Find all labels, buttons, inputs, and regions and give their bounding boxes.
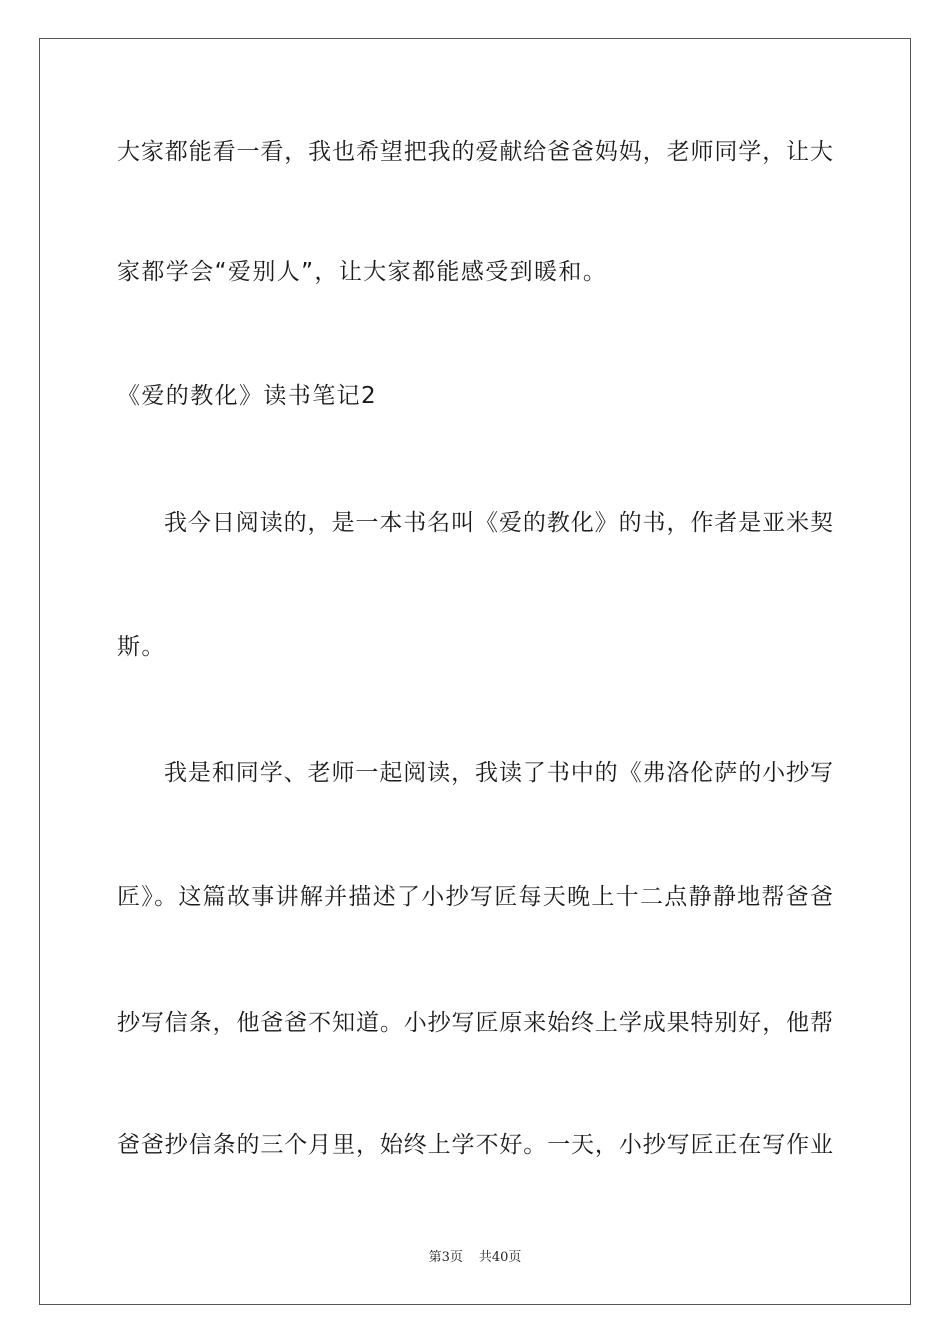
paragraph-line-6: 匠》。这篇故事讲解并描述了小抄写匠每天晚上十二点静静地帮爸爸 bbox=[117, 884, 833, 910]
paragraph-line-5: 我是和同学、老师一起阅读，我读了书中的《弗洛伦萨的小抄写 bbox=[164, 760, 833, 786]
page-footer bbox=[0, 1246, 950, 1265]
paragraph-line-1: 大家都能看一看，我也希望把我的爱献给爸爸妈妈，老师同学，让大 bbox=[117, 139, 833, 165]
paragraph-line-3: 我今日阅读的，是一本书名叫《爱的教化》的书，作者是亚米契 bbox=[164, 510, 833, 536]
page-total: 共40页 bbox=[478, 1250, 522, 1265]
paragraph-line-8: 爸爸抄信条的三个月里，始终上学不好。一天，小抄写匠正在写作业 bbox=[117, 1132, 833, 1158]
section-heading: 《爱的教化》读书笔记2 bbox=[117, 383, 378, 409]
page-border bbox=[39, 38, 911, 1305]
page-number: 第3页 bbox=[428, 1250, 463, 1265]
paragraph-line-4: 斯。 bbox=[117, 634, 166, 660]
paragraph-line-7: 抄写信条，他爸爸不知道。小抄写匠原来始终上学成果特别好，他帮 bbox=[117, 1010, 833, 1036]
paragraph-line-2: 家都学会“爱别人”，让大家都能感受到暖和。 bbox=[117, 259, 608, 285]
